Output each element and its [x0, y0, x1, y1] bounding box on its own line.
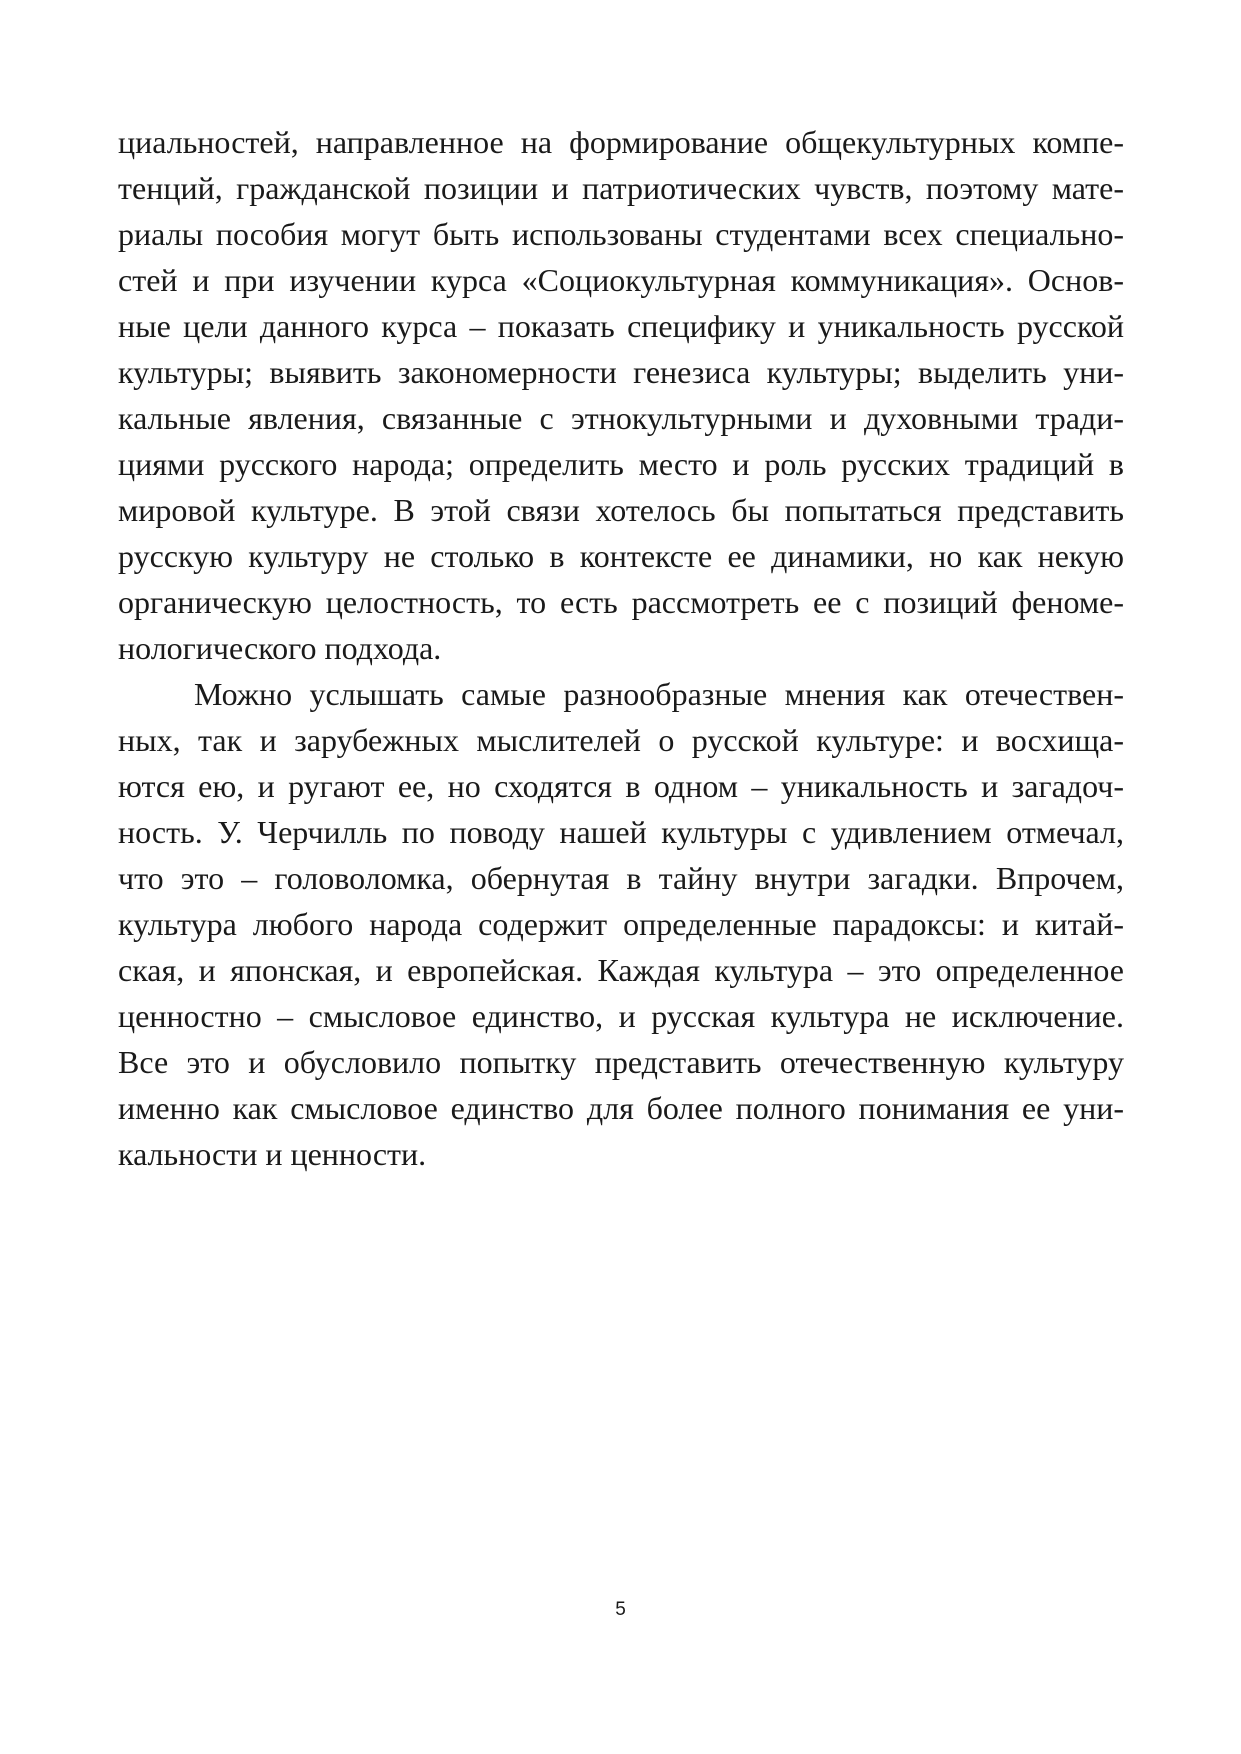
text-line: ных, так и зарубежных мыслителей о русской культуре: и восхища-	[118, 722, 1124, 758]
text-line: органическую целостность, то есть рассмотреть ее с позиций феноме-	[118, 584, 1124, 620]
text-line: русскую культуру не столько в контексте ее динамики, но как некую	[118, 538, 1124, 574]
text-line: циями русского народа; определить место и роль русских традиций в	[118, 446, 1124, 482]
text-line: культура любого народа содержит определенные парадоксы: и китай-	[118, 906, 1124, 942]
text-line: ные цели данного курса – показать специфику и уникальность русской	[118, 308, 1124, 344]
text-line: циальностей, направленное на формирование общекультурных компе-	[118, 124, 1124, 160]
text-line: ценностно – смысловое единство, и русская культура не исключение.	[118, 998, 1124, 1034]
text-line: культуры; выявить закономерности генезиса культуры; выделить уни-	[118, 354, 1124, 390]
text-line: стей и при изучении курса «Социокультурная коммуникация». Основ-	[118, 262, 1124, 298]
text-line: нологического подхода.	[118, 630, 442, 666]
text-line: ность. У. Черчилль по поводу нашей культуры с удивлением отмечал,	[118, 814, 1124, 850]
text-line: ская, и японская, и европейская. Каждая культура – это определенное	[118, 952, 1124, 988]
text-line: именно как смысловое единство для более полного понимания ее уни-	[118, 1090, 1124, 1126]
text-line: Можно услышать самые разнообразные мнения как отечествен-	[194, 676, 1124, 712]
text-line: ются ею, и ругают ее, но сходятся в одном – уникальность и загадоч-	[118, 768, 1124, 804]
text-line: что это – головоломка, обернутая в тайну внутри загадки. Впрочем,	[118, 860, 1124, 896]
text-line: тенций, гражданской позиции и патриотических чувств, поэтому мате-	[118, 170, 1124, 206]
text-line: мировой культуре. В этой связи хотелось бы попытаться представить	[118, 492, 1124, 528]
page-number: 5	[615, 1599, 626, 1620]
text-line: кальные явления, связанные с этнокультурными и духовными тради-	[118, 400, 1124, 436]
body-text	[118, 119, 1124, 1177]
text-line: Все это и обусловило попытку представить отечественную культуру	[118, 1044, 1124, 1080]
paragraph-1	[118, 119, 1124, 671]
paragraph-2	[118, 671, 1124, 1177]
text-line: кальности и ценности.	[118, 1136, 427, 1172]
text-line: риалы пособия могут быть использованы студентами всех специально-	[118, 216, 1124, 252]
